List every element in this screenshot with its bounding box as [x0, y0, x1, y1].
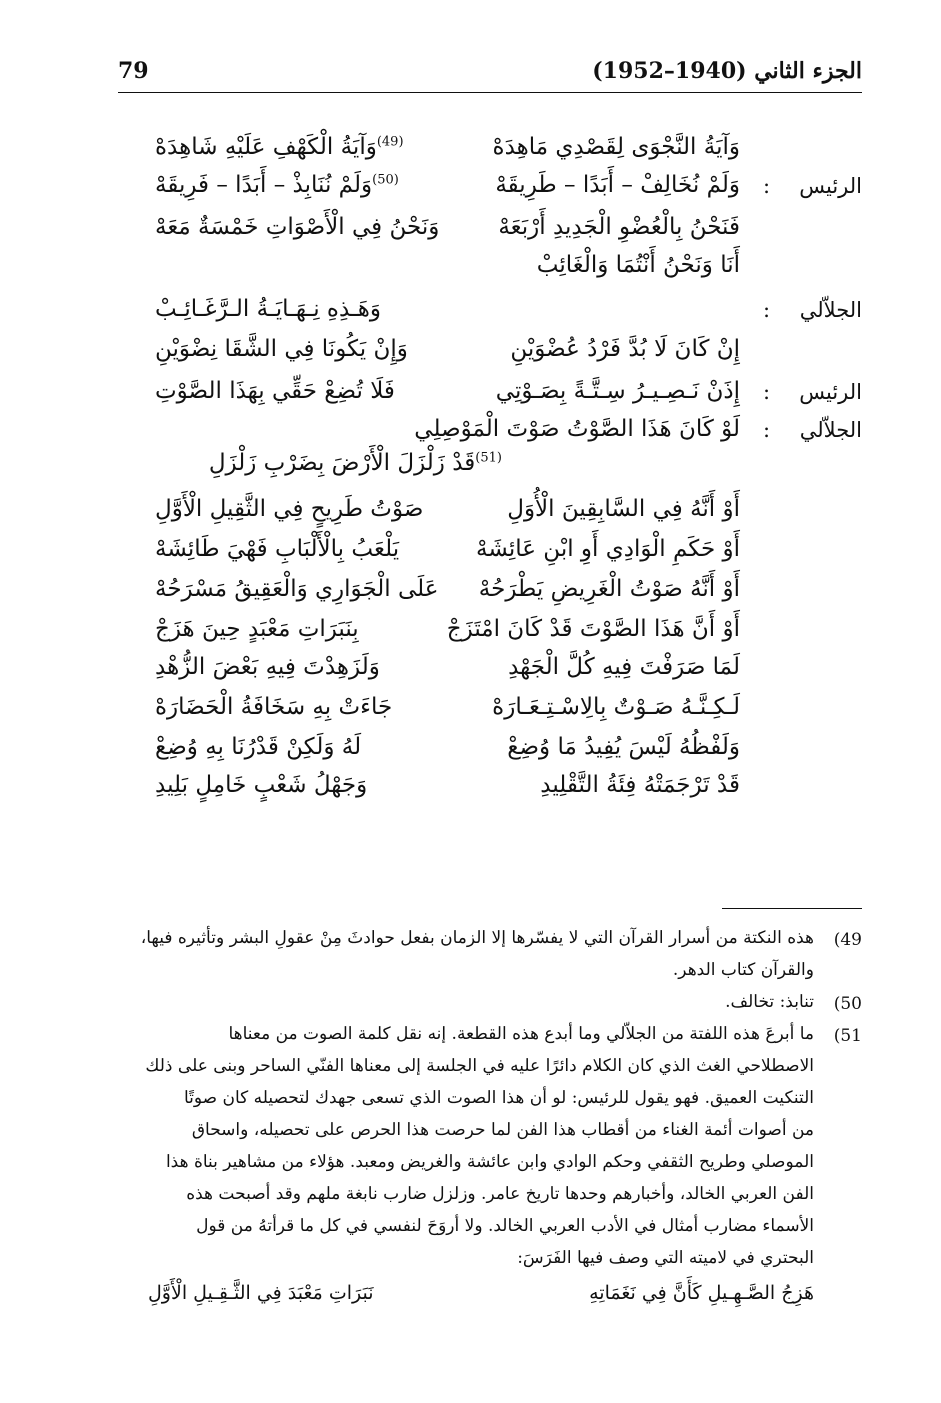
verse-row	[100, 132, 870, 172]
first-hemistich: وَلَمْ نُخَالِفْ – أَبَدًا – طَرِيقَهْ	[495, 172, 740, 198]
footnote-line	[118, 1184, 814, 1214]
footnote-line-text: الفن العربي الخالد، وأخبارهم وحدها تاريخ عامر. وزلزل ضارب نابغة ملهم وقد أصبحت هذه	[186, 1184, 814, 1204]
first-hemistich: إِذَنْ نَـصِـيـرُ سِـتَّـةً بِصَـوْتِي	[495, 378, 740, 404]
speaker-label: الرئيس	[799, 174, 862, 198]
hemistich-text: وَلَمْ نُنَابِذْ – أَبَدًا – فَرِيقَهْ	[155, 172, 373, 198]
footnote-number: (51	[833, 1026, 862, 1046]
second-hemistich: يَلْعَبُ بِالْأَلْبَابِ فَهْيَ طَائِشَهْ	[155, 536, 400, 562]
second-hemistich: وَهَـذِهِ نِـهَـايَـةُ الـرَّغَـائِـبْ	[155, 296, 382, 322]
footnote-49	[118, 928, 862, 958]
speaker-label: الرئيس	[799, 380, 862, 404]
second-hemistich	[155, 172, 399, 198]
second-hemistich: وَجَهْلُ شَعْبٍ خَامِلٍ بَلِيدِ	[155, 772, 368, 798]
verse-row	[100, 534, 870, 574]
speaker-label: الجلاّلي	[799, 298, 862, 322]
first-hemistich: لَمَا صَرَفْتَ فِيهِ كُلَّ الْجَهْدِ	[508, 654, 740, 680]
footnote-line-text: الاصطلاحي الغث الذي كان الكلام دائرًا عليه في الجلسة إلى معناها الفنّي الساحر وبنى على ذلك	[145, 1056, 814, 1076]
second-hemistich: بِنَبَرَاتِ مَعْبَدٍ حِينَ هَزَجْ	[155, 616, 359, 642]
footnote-line	[118, 1248, 814, 1278]
second-hemistich: وَإِنْ يَكُونَا فِي الشَّقَا نِضْوَيْنِ	[155, 336, 408, 362]
footnote-line-text: الموصلي وطريح الثقفي وحكم الوادي وابن عائشة والغريض ومعبد. هؤلاء من مشاهير بناة هذا	[165, 1152, 814, 1172]
speaker-label: الجلاّلي	[799, 418, 862, 442]
second-hemistich	[155, 134, 404, 160]
speaker-colon: :	[763, 418, 771, 442]
footnote-line	[118, 1216, 814, 1246]
hemistich-text: قَدْ زَلْزَلَ الْأَرْضَ بِضَرْبِ زَلْزَلِ	[208, 450, 476, 476]
single-hemistich	[209, 450, 502, 476]
second-hemistich: نَبَرَاتِ مَعْبَدَ فِي الثَّـقِـيلِ الْأَوَّلِ	[148, 1282, 374, 1304]
first-hemistich: لَـكِـنَّـهُ صَـوْتٌ بِالِاسْـتِـعَـارَهْ	[492, 694, 740, 720]
first-hemistich: فَنَحْنُ بِالْعُضْوِ الْجَدِيدِ أَرْبَعَهْ	[498, 214, 740, 240]
second-hemistich: لَهُ وَلَكِنْ قَدْرُنَا بِهِ وُضِعْ	[155, 734, 362, 760]
speaker-colon: :	[763, 298, 771, 322]
second-hemistich: عَلَى الْجَوَارِي وَالْعَقِيقُ مَسْرَحُهْ	[155, 576, 439, 602]
footnote-line	[118, 1088, 814, 1118]
first-hemistich: أَوْ أَنَّهُ صَوْتُ الْغَرِيضِ يَطْرَحُهْ	[478, 576, 740, 602]
page-number: 79	[118, 58, 149, 84]
footnote-line-text: والقرآن كتاب الدهر.	[672, 960, 814, 980]
second-hemistich: صَوْتُ طَرِيحٍ فِي الثَّقِيلِ الْأَوَّلِ	[155, 496, 424, 522]
first-hemistich: وَآيَةُ النَّجْوَى لِقَصْدِي مَاهِدَهْ	[492, 134, 740, 160]
footnote-line-text: البحتري في لاميته التي وصف فيها الفَرَسَ:	[517, 1248, 814, 1268]
first-hemistich: أَنَا وَنَحْنُ أَنْتُمَا وَالْغَائِبْ	[536, 252, 740, 278]
verse-row	[100, 170, 870, 210]
footnote-ref: (49)	[376, 134, 404, 150]
footnote-ref: (51)	[475, 450, 502, 466]
verse-row	[100, 250, 870, 290]
footnote-line-text: من أصوات أئمة الغناء من أقطاب هذا الفن لما حرصت هذا الحرص على تحصيله، واسحاق	[191, 1120, 814, 1140]
first-hemistich: أَوْ أَنَّ هَذَا الصَّوْتَ قَدْ كَانَ امْتَزَجْ	[446, 616, 740, 642]
header-rule	[118, 92, 862, 93]
first-hemistich: أَوْ أَنَّهُ فِي السَّابِقِينَ الْأُوَلِ	[507, 496, 740, 522]
footnote-line	[118, 960, 814, 990]
first-hemistich: قَدْ تَرْجَمَتْهُ فِئَةُ التَّقْلِيدِ	[540, 772, 740, 798]
footnote-verse	[118, 1282, 814, 1316]
second-hemistich: وَنَحْنُ فِي الْأَصْوَاتِ خَمْسَةٌ مَعَهْ	[155, 214, 440, 240]
verse-row	[100, 770, 870, 810]
single-hemistich: لَوْ كَانَ هَذَا الصَّوْتُ صَوْتَ الْمَوْصِلِي	[414, 416, 740, 442]
verse-row	[100, 448, 870, 488]
footnote-line	[118, 1120, 814, 1150]
verse-row	[100, 732, 870, 772]
verse-row	[100, 212, 870, 252]
footnote-51	[118, 1024, 862, 1054]
footnote-number: (50	[833, 994, 862, 1014]
verse-row	[100, 692, 870, 732]
footnote-50	[118, 992, 862, 1022]
footnote-line-text: الأسماء مضارب أمثال في الأدب العربي الخالد. ولا أروَحَ لنفسي في كل ما قرأتهُ من قول	[196, 1216, 814, 1236]
footnote-line: تنابذ: تخالف.	[725, 992, 814, 1012]
footnote-ref: (50)	[372, 172, 399, 188]
verse-row	[100, 652, 870, 692]
footnote-line	[118, 1056, 814, 1086]
verse-row	[100, 614, 870, 654]
verse-row	[100, 294, 870, 334]
speaker-colon: :	[763, 380, 771, 404]
footnote-rule	[722, 908, 862, 909]
hemistich-text: وَآيَةُ الْكَهْفِ عَلَيْهِ شَاهِدَهْ	[155, 134, 377, 160]
verse-row	[100, 334, 870, 374]
footnote-line: ما أبرعَ هذه اللفتة من الجلاّلي وما أبدع هذه القطعة. إنه نقل كلمة الصوت من معناها	[228, 1024, 814, 1044]
verse-row	[100, 376, 870, 416]
first-hemistich: إِنْ كَانَ لَا بُدَّ فَرْدُ عُضْوَيْنِ	[510, 336, 740, 362]
first-hemistich: وَلَفْظُهُ لَيْسَ يُفِيدُ مَا وُضِعْ	[507, 734, 740, 760]
second-hemistich: جَاءَتْ بِهِ سَخَافَةُ الْحَضَارَهْ	[155, 694, 393, 720]
speaker-colon: :	[763, 174, 771, 198]
footnote-line-text: التنكيت العميق. فهو يقول للرئيس: لو أن هذا الصوت الذي تسعى جهدك لتحصيله كان صوتًا	[183, 1088, 814, 1108]
footnote-number: (49	[833, 930, 862, 950]
second-hemistich: فَلَا تُضِعْ حَقِّي بِهَذَا الصَّوْتِ	[155, 378, 395, 404]
verse-row	[100, 574, 870, 614]
first-hemistich: هَزِجُ الصَّـهِـيلِ كَأَنَّ فِي نَغَمَاتِهِ	[589, 1282, 814, 1304]
footnote-line: هذه النكتة من أسرار القرآن التي لا يفسّرها إلا الزمان بفعل حوادثَ مِنْ عقولِ البشر وتأثيره فيها،	[140, 928, 814, 948]
page-header	[118, 56, 862, 92]
first-hemistich: أَوْ حَكَمِ الْوَادِي أَوِ ابْنِ عَائِشَهْ	[476, 536, 740, 562]
second-hemistich: وَلَزَهِدْتَ فِيهِ بَعْضَ الزُّهْدِ	[155, 654, 380, 680]
footnote-line	[118, 1152, 814, 1182]
running-head: الجزء الثاني (1940–1952)	[592, 58, 862, 84]
verse-row	[100, 494, 870, 534]
